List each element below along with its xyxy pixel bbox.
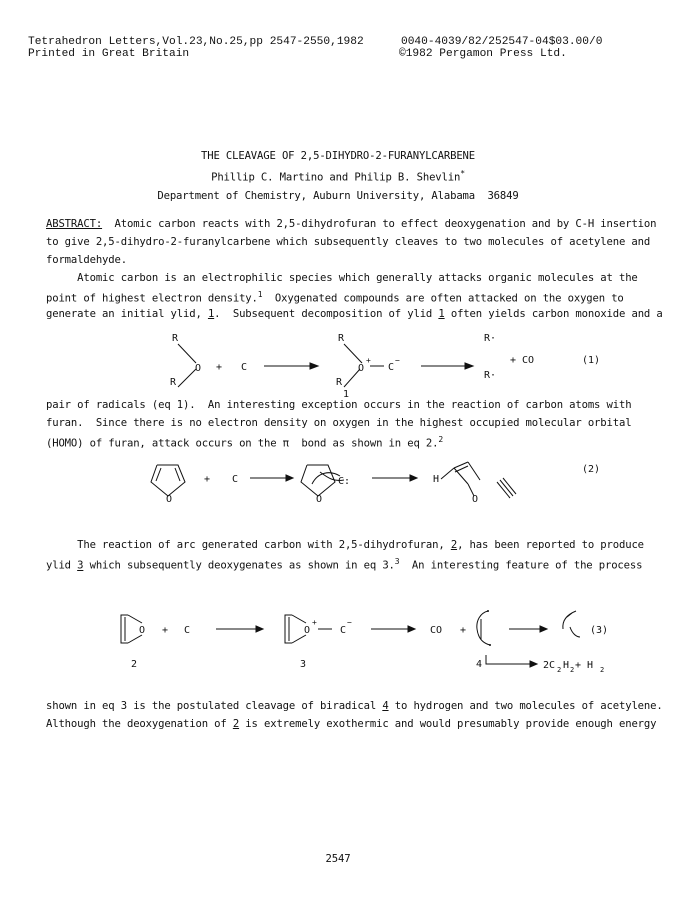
- svg-text:C: C: [184, 625, 191, 636]
- issn-code: 0040-4039/82/252547-04$03.00/0: [401, 36, 603, 48]
- svg-text:+: +: [204, 474, 211, 485]
- svg-text:O: O: [139, 625, 146, 636]
- equation-2: [0, 452, 676, 512]
- svg-text:(1): (1): [582, 355, 601, 366]
- svg-text:+ H: + H: [575, 660, 594, 671]
- page-number: 2547: [325, 853, 351, 865]
- para3-line-2: ylid 3 which subsequently deoxygenates as shown in eq 3.$^3$ An interesting feature of the process: [46, 557, 643, 572]
- svg-text:O: O: [358, 363, 365, 374]
- svg-text:3: 3: [300, 659, 307, 670]
- svg-text:+: +: [312, 618, 317, 627]
- svg-text:2C: 2C: [543, 660, 556, 671]
- svg-text:R: R: [336, 377, 343, 388]
- para2-line-1: pair of radicals (eq 1). An interesting exception occurs in the reaction of carbon atoms with: [46, 399, 632, 411]
- abstract-line-1: ABSTRACT: Atomic carbon reacts with 2,5-dihydrofuran to effect deoxygenation and by C-H insertion: [46, 218, 657, 230]
- svg-text:R: R: [338, 333, 345, 344]
- svg-text:−: −: [395, 356, 400, 365]
- svg-text:(3): (3): [590, 625, 609, 636]
- svg-text:1: 1: [343, 389, 350, 400]
- svg-text:R: R: [172, 333, 179, 344]
- para3-line-1: The reaction of arc generated carbon with 2,5-dihydrofuran, 2, has been reported to produce: [46, 539, 644, 551]
- para1-line-3: generate an initial ylid, 1. Subsequent decomposition of ylid 1 often yields carbon monoxide and a: [46, 308, 663, 320]
- svg-text:+: +: [162, 625, 169, 636]
- para2-line-3: (HOMO) of furan, attack occurs on the π bond as shown in eq 2.$^2$: [46, 435, 444, 450]
- svg-text:2: 2: [557, 666, 562, 674]
- equation-1: [0, 327, 676, 400]
- svg-text:C: C: [340, 625, 347, 636]
- copyright: ©1982 Pergamon Press Ltd.: [399, 48, 567, 60]
- svg-text:R·: R·: [484, 370, 497, 381]
- svg-text:+: +: [366, 356, 371, 365]
- svg-text:H: H: [433, 474, 440, 485]
- paper-authors: Phillip C. Martino and Philip B. Shevlin*: [211, 169, 465, 184]
- svg-text:R: R: [170, 377, 177, 388]
- svg-text:−: −: [347, 618, 352, 627]
- svg-text:O: O: [472, 494, 479, 505]
- abstract-line-2: to give 2,5-dihydro-2-furanylcarbene which subsequently cleaves to two molecules of acetylene and: [46, 236, 651, 248]
- abstract-label: ABSTRACT:: [46, 218, 103, 230]
- svg-text:2: 2: [570, 666, 575, 674]
- para4-line-1: shown in eq 3 is the postulated cleavage of biradical 4 to hydrogen and two molecules of acetylene.: [46, 700, 663, 712]
- svg-text:C:: C:: [338, 476, 351, 487]
- para1-line-2: point of highest electron density.$^1$ Oxygenated compounds are often attacked on the oxygen to: [46, 290, 624, 305]
- svg-text:H: H: [563, 660, 570, 671]
- svg-text:2: 2: [600, 666, 605, 674]
- svg-text:O: O: [166, 494, 173, 505]
- svg-text:O: O: [195, 363, 202, 374]
- svg-text:O: O: [304, 625, 311, 636]
- abstract-line-3: formaldehyde.: [46, 254, 127, 266]
- para2-line-2: furan. Since there is no electron density on oxygen in the highest occupied molecular orbital: [46, 417, 632, 429]
- svg-text:R·: R·: [484, 333, 497, 344]
- para1-line-1: Atomic carbon is an electrophilic species which generally attacks organic molecules at the: [46, 272, 638, 284]
- svg-text:2: 2: [131, 659, 138, 670]
- svg-text:C: C: [388, 362, 395, 373]
- svg-text:(2): (2): [582, 464, 601, 475]
- svg-text:+: +: [216, 362, 223, 373]
- paper-title: THE CLEAVAGE OF 2,5-DIHYDRO-2-FURANYLCARBENE: [200, 150, 476, 162]
- svg-text:+: +: [460, 625, 467, 636]
- para4-line-2: Although the deoxygenation of 2 is extremely exothermic and would presumably provide enough energy: [46, 718, 657, 730]
- svg-text:C: C: [232, 474, 239, 485]
- journal-citation: Tetrahedron Letters,Vol.23,No.25,pp 2547-2550,1982: [28, 36, 364, 48]
- paper-affiliation: Department of Chemistry, Auburn University, Alabama 36849: [157, 190, 519, 202]
- printed-in: Printed in Great Britain: [28, 48, 190, 60]
- svg-text:C: C: [241, 362, 248, 373]
- svg-text:4: 4: [476, 659, 483, 670]
- svg-text:CO: CO: [430, 625, 443, 636]
- svg-text:O: O: [316, 494, 323, 505]
- svg-text:+ CO: + CO: [510, 355, 535, 366]
- equation-3: [0, 607, 676, 687]
